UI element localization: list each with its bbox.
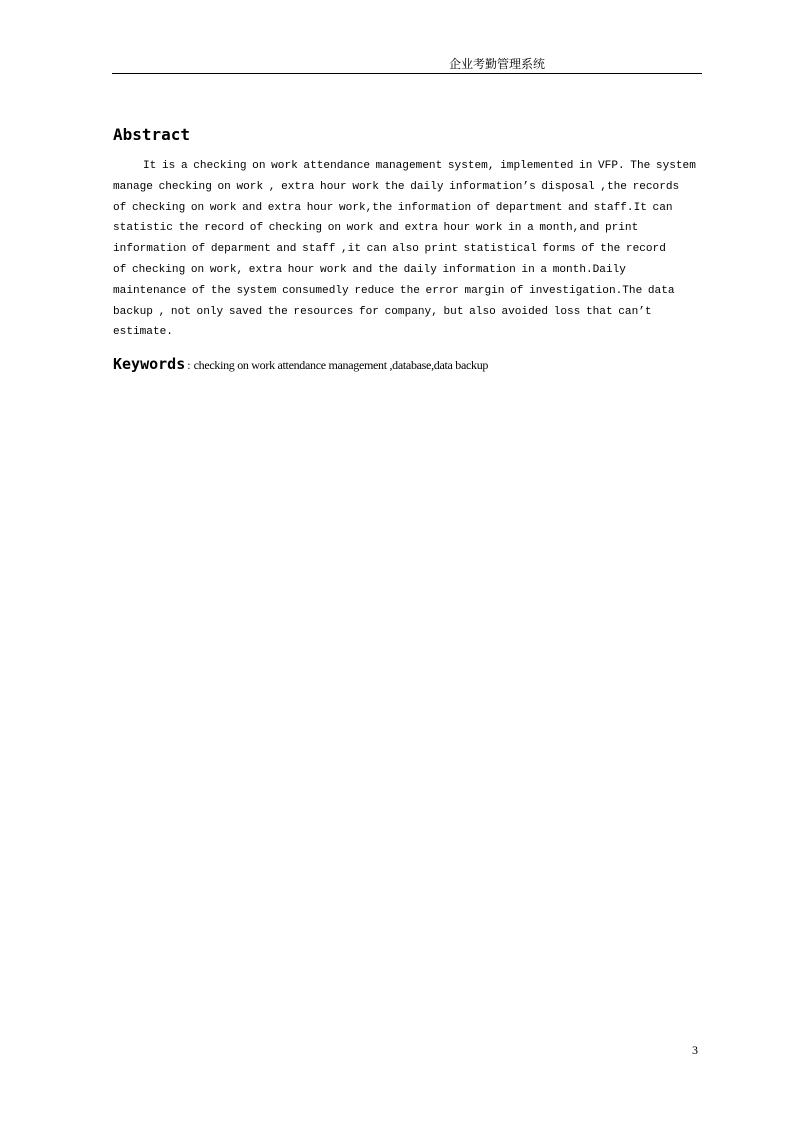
abstract-paragraph: [113, 156, 700, 343]
page-number: 3: [692, 1043, 698, 1057]
abstract-line: It is a checking on work attendance management system, implemented in VFP. The system: [143, 160, 696, 172]
keywords-row: [113, 355, 488, 374]
running-header-title: 企业考勤管理系统: [449, 57, 546, 71]
abstract-line: manage checking on work , extra hour work the daily information’s disposal ,the records: [113, 180, 680, 193]
abstract-heading: Abstract: [113, 125, 191, 144]
abstract-line: statistic the record of checking on work and extra hour work in a month,and print: [113, 222, 639, 235]
abstract-line: backup , not only saved the resources for company, but also avoided loss that can’t: [113, 305, 652, 318]
header-divider: [112, 73, 702, 74]
keywords-text: checking on work attendance management ,database,data backup: [193, 358, 489, 372]
abstract-line: estimate.: [113, 326, 173, 339]
abstract-line: information of deparment and staff ,it can also print statistical forms of the record: [113, 243, 666, 256]
keywords-label: Keywords: [113, 355, 186, 373]
abstract-line: maintenance of the system consumedly reduce the error margin of investigation.The data: [113, 284, 675, 297]
keywords-separator: :: [187, 358, 191, 372]
abstract-line: of checking on work, extra hour work and the daily information in a month.Daily: [113, 263, 626, 276]
abstract-line: of checking on work and extra hour work,the information of department and staff.It can: [113, 201, 673, 214]
